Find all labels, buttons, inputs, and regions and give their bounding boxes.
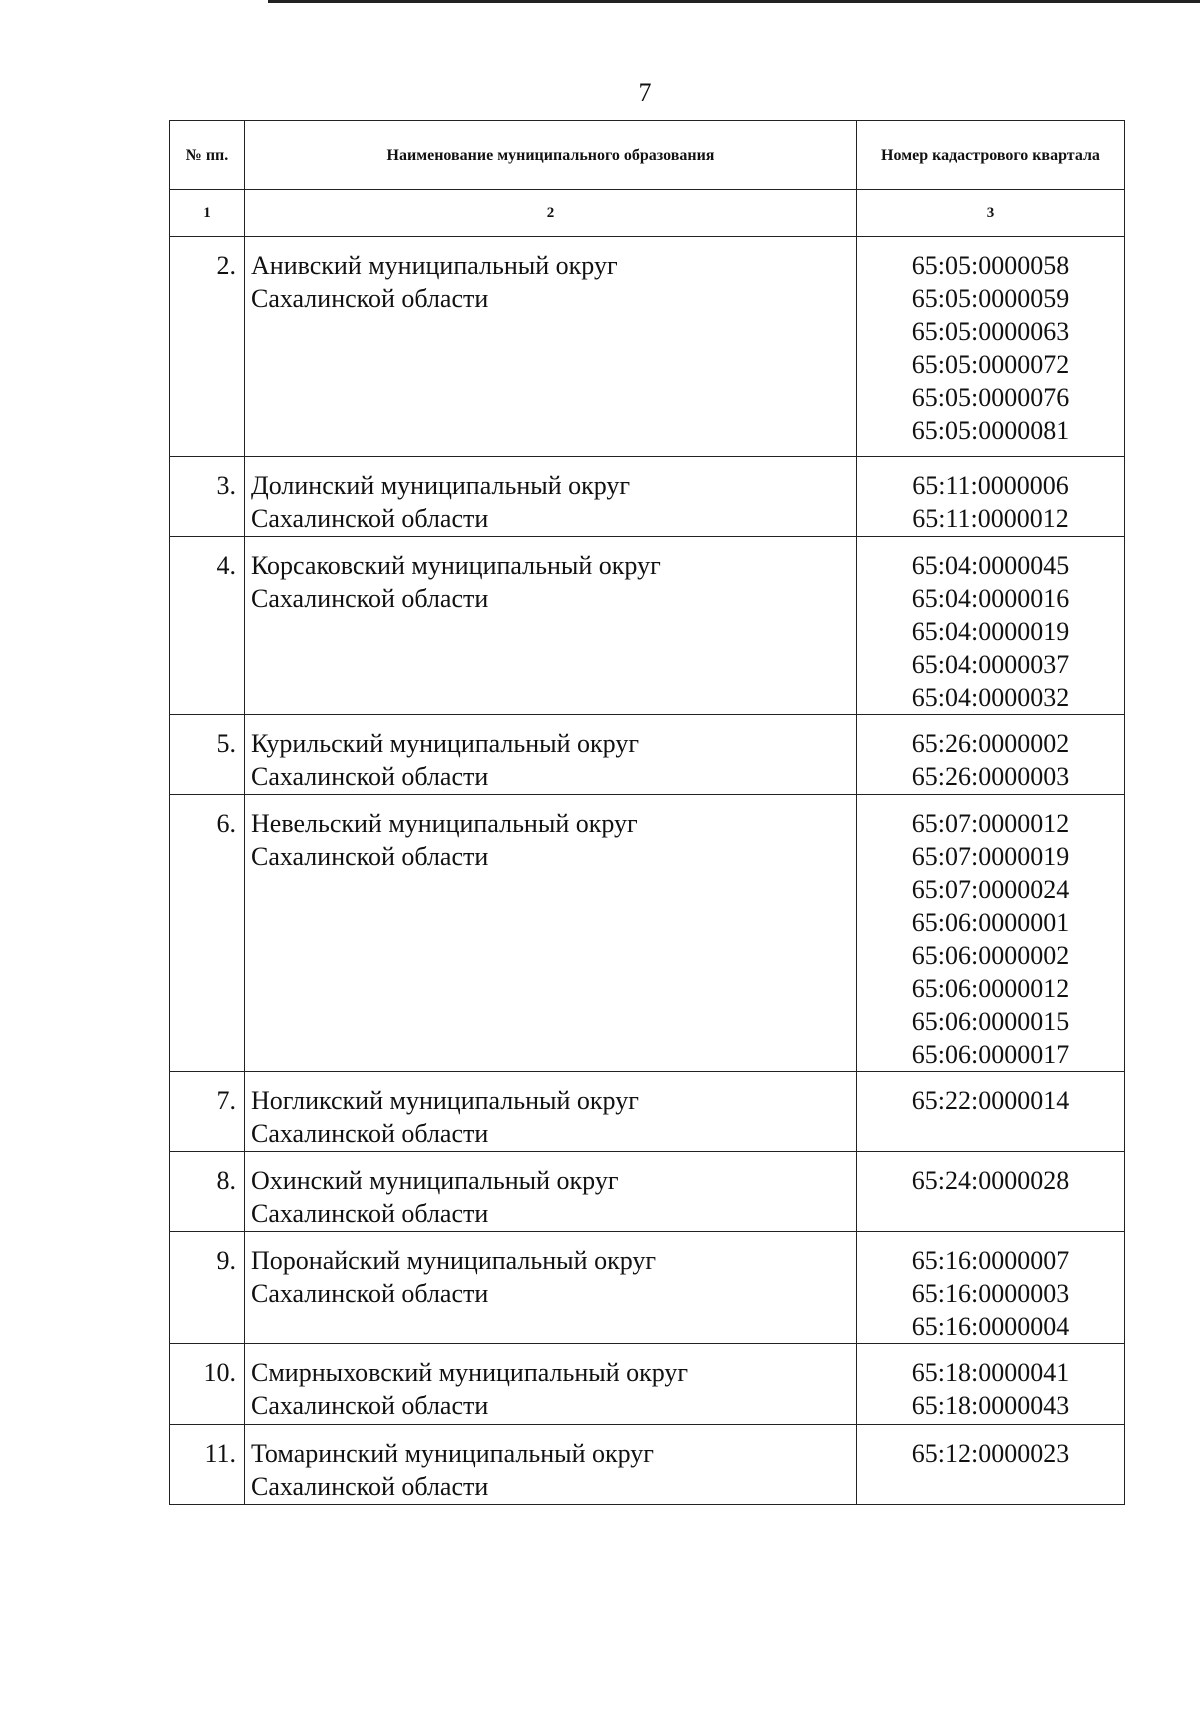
cadastral-code: 65:06:0000001: [911, 908, 1070, 937]
cadastral-code: 65:04:0000016: [911, 584, 1070, 613]
page-number: 7: [638, 78, 652, 107]
cadastral-code: 65:04:0000019: [911, 617, 1070, 646]
cadastral-code: 65:07:0000024: [911, 875, 1070, 904]
column-number: 1: [170, 190, 245, 237]
municipality-name-line: Сахалинской области: [251, 842, 489, 871]
cadastral-code: 65:26:0000003: [911, 762, 1070, 791]
municipality-name-line: Смирныховский муниципальный округ: [251, 1358, 689, 1387]
cadastral-code: 65:06:0000012: [911, 974, 1070, 1003]
cadastral-table: [169, 120, 1125, 1505]
municipality-name-line: Сахалинской области: [251, 1472, 489, 1501]
municipality-name-line: Ногликский муниципальный округ: [251, 1086, 639, 1115]
cadastral-code: 65:04:0000045: [911, 551, 1070, 580]
cadastral-codes: [857, 1425, 1125, 1505]
row-number: 7.: [170, 1072, 245, 1152]
cadastral-code: 65:16:0000003: [911, 1279, 1070, 1308]
row-number: 3.: [170, 457, 245, 537]
municipality-name-line: Курильский муниципальный округ: [251, 729, 640, 758]
municipality-name-line: Сахалинской области: [251, 762, 489, 791]
header-number: № пп.: [170, 121, 245, 190]
municipality-name-line: Анивский муниципальный округ: [251, 251, 618, 280]
table-row: [170, 457, 1125, 537]
cadastral-code: 65:04:0000037: [911, 650, 1070, 679]
cadastral-code: 65:18:0000041: [911, 1358, 1070, 1387]
municipality-name: [245, 1232, 857, 1344]
municipality-name: [245, 1152, 857, 1232]
cadastral-code: 65:04:0000032: [911, 683, 1070, 712]
cadastral-codes: [857, 1152, 1125, 1232]
cadastral-code: 65:11:0000012: [912, 504, 1069, 533]
table-row: [170, 1425, 1125, 1505]
table-row: [170, 537, 1125, 715]
cadastral-code: 65:11:0000006: [912, 471, 1069, 500]
cadastral-code: 65:05:0000063: [911, 317, 1070, 346]
cadastral-code: 65:07:0000019: [911, 842, 1070, 871]
row-number: 10.: [170, 1344, 245, 1425]
municipality-name: [245, 237, 857, 457]
table-header-row: [170, 121, 1125, 190]
cadastral-codes: [857, 1072, 1125, 1152]
table-row: [170, 1232, 1125, 1344]
municipality-name-line: Сахалинской области: [251, 284, 489, 313]
table-row: [170, 1072, 1125, 1152]
cadastral-codes: [857, 715, 1125, 795]
municipality-name-line: Корсаковский муниципальный округ: [251, 551, 661, 580]
cadastral-code: 65:05:0000059: [911, 284, 1070, 313]
municipality-name-line: Охинский муниципальный округ: [251, 1166, 619, 1195]
header-municipality: Наименование муниципального образования: [245, 121, 857, 190]
municipality-name-line: Сахалинской области: [251, 504, 489, 533]
cadastral-code: 65:05:0000072: [911, 350, 1070, 379]
row-number: 5.: [170, 715, 245, 795]
row-number: 9.: [170, 1232, 245, 1344]
municipality-name-line: Томаринский муниципальный округ: [251, 1439, 654, 1468]
municipality-name-line: Поронайский муниципальный округ: [251, 1246, 657, 1275]
cadastral-code: 65:05:0000076: [911, 383, 1070, 412]
cadastral-codes: [857, 457, 1125, 537]
cadastral-code: 65:05:0000081: [911, 416, 1070, 445]
table-row: [170, 1152, 1125, 1232]
cadastral-code: 65:24:0000028: [911, 1166, 1070, 1195]
column-number-row: [170, 190, 1125, 237]
municipality-name: [245, 457, 857, 537]
cadastral-codes: [857, 237, 1125, 457]
municipality-name: [245, 1425, 857, 1505]
municipality-name-line: Сахалинской области: [251, 584, 489, 613]
cadastral-code: 65:16:0000004: [911, 1312, 1070, 1341]
row-number: 8.: [170, 1152, 245, 1232]
row-number: 2.: [170, 237, 245, 457]
top-border-line: [268, 0, 1200, 3]
column-number: 2: [245, 190, 857, 237]
municipality-name: [245, 1072, 857, 1152]
table-row: [170, 715, 1125, 795]
cadastral-codes: [857, 537, 1125, 715]
cadastral-codes: [857, 1232, 1125, 1344]
column-number: 3: [857, 190, 1125, 237]
cadastral-code: 65:18:0000043: [911, 1391, 1070, 1420]
municipality-name: [245, 537, 857, 715]
municipality-name-line: Долинский муниципальный округ: [251, 471, 631, 500]
cadastral-code: 65:05:0000058: [911, 251, 1070, 280]
municipality-name: [245, 1344, 857, 1425]
municipality-name: [245, 795, 857, 1072]
municipality-name-line: Сахалинской области: [251, 1391, 489, 1420]
municipality-name-line: Невельский муниципальный округ: [251, 809, 638, 838]
cadastral-code: 65:06:0000002: [911, 941, 1070, 970]
municipality-name-line: Сахалинской области: [251, 1279, 489, 1308]
cadastral-code: 65:12:0000023: [911, 1439, 1070, 1468]
row-number: 6.: [170, 795, 245, 1072]
cadastral-code: 65:26:0000002: [911, 729, 1070, 758]
table-row: [170, 237, 1125, 457]
municipality-name-line: Сахалинской области: [251, 1199, 489, 1228]
row-number: 4.: [170, 537, 245, 715]
cadastral-codes: [857, 795, 1125, 1072]
cadastral-code: 65:07:0000012: [911, 809, 1070, 838]
cadastral-codes: [857, 1344, 1125, 1425]
table-row: [170, 1344, 1125, 1425]
cadastral-code: 65:06:0000015: [911, 1007, 1070, 1036]
cadastral-code: 65:06:0000017: [911, 1040, 1070, 1069]
header-cadastral-quarter: Номер кадастрового квартала: [857, 121, 1125, 190]
municipality-name-line: Сахалинской области: [251, 1119, 489, 1148]
row-number: 11.: [170, 1425, 245, 1505]
cadastral-code: 65:16:0000007: [911, 1246, 1070, 1275]
municipality-name: [245, 715, 857, 795]
cadastral-code: 65:22:0000014: [911, 1086, 1070, 1115]
table-row: [170, 795, 1125, 1072]
